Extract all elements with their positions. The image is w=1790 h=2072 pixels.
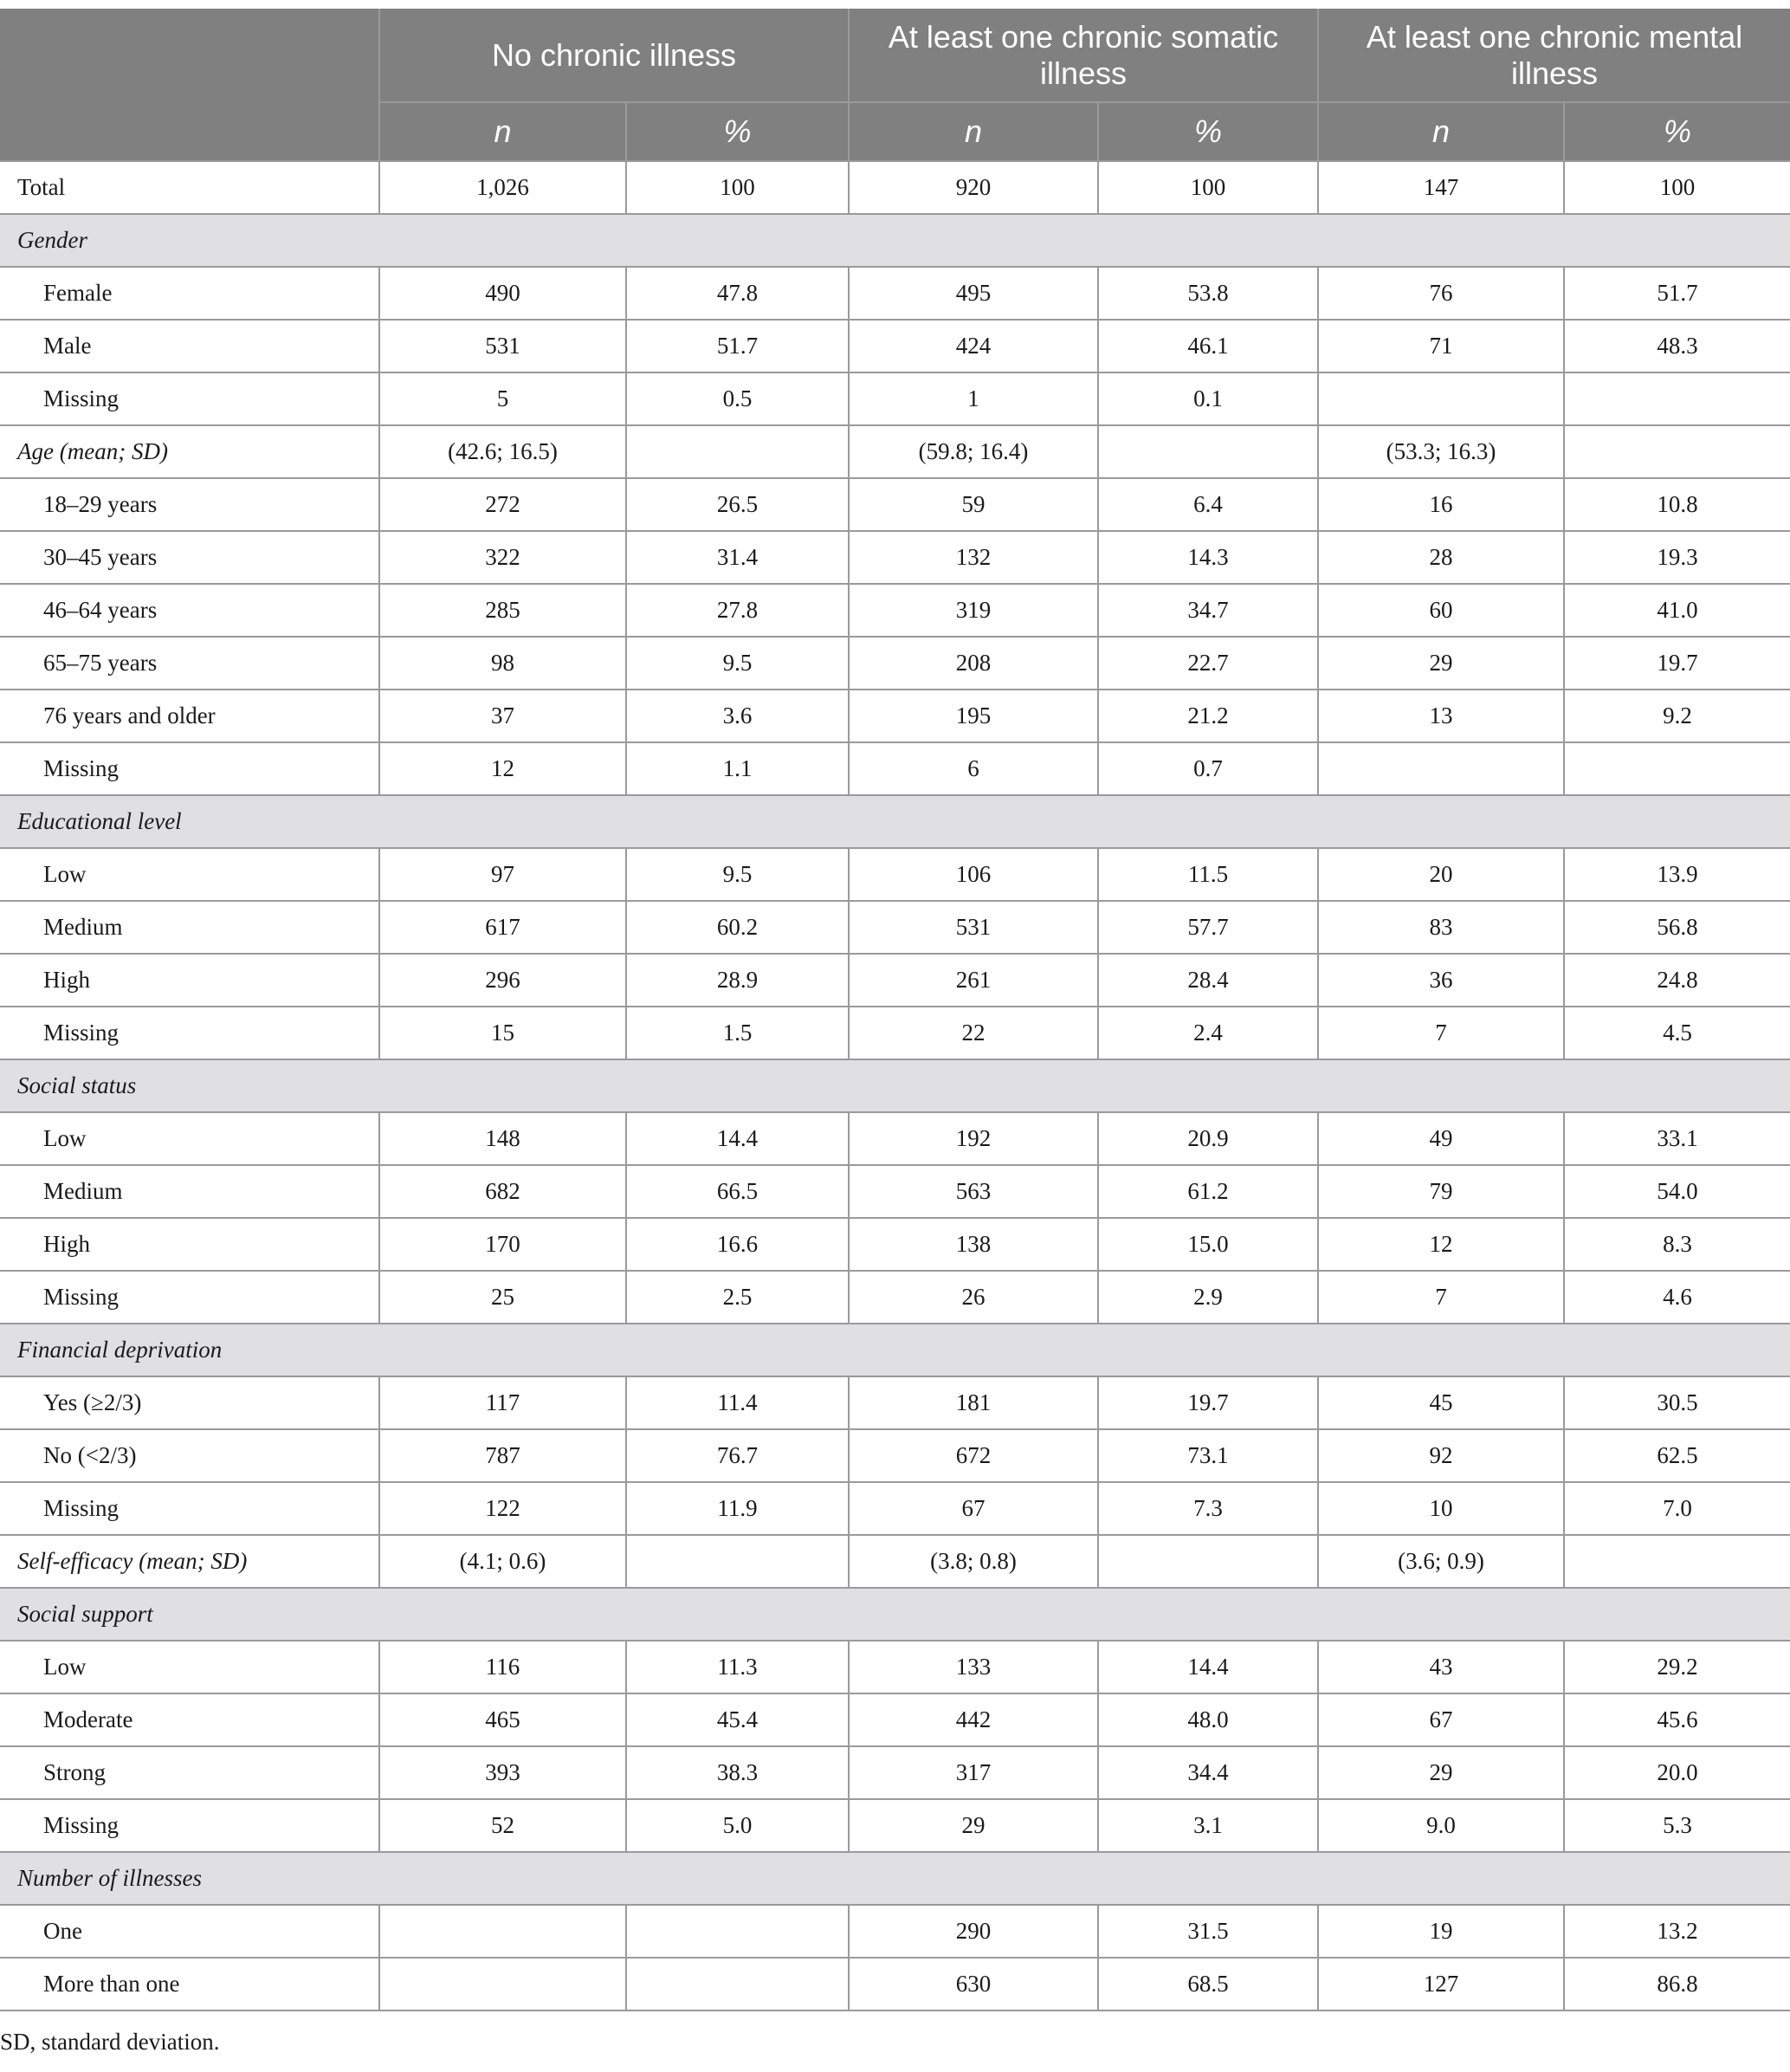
table-row	[0, 742, 1790, 795]
table-cell: 26.5	[626, 478, 849, 531]
table-cell: 116	[379, 1641, 626, 1693]
table-row	[0, 1112, 1790, 1165]
table-cell: 13	[1318, 690, 1564, 742]
table-cell: 0.7	[1098, 742, 1318, 795]
table-cell: 12	[1318, 1218, 1564, 1271]
table-cell: 0.1	[1098, 372, 1318, 425]
table-cell: 19	[1318, 1905, 1564, 1958]
table-cell: 76	[1318, 267, 1564, 320]
table-row	[0, 1958, 1790, 2010]
row-label: High	[0, 954, 379, 1007]
row-label: Low	[0, 848, 379, 901]
row-label: Medium	[0, 901, 379, 954]
table-cell	[379, 1905, 626, 1958]
table-cell: 3.6	[626, 690, 849, 742]
table-row	[0, 372, 1790, 425]
table-cell: 11.3	[626, 1641, 849, 1693]
table-cell: 20.0	[1564, 1746, 1790, 1799]
table-footnote: SD, standard deviation.	[0, 2029, 220, 2055]
table-cell: 4.5	[1564, 1007, 1790, 1059]
table-cell: 9.2	[1564, 690, 1790, 742]
table-cell: 51.7	[1564, 267, 1790, 320]
table-row	[0, 267, 1790, 320]
sub-header-percent: %	[1564, 102, 1790, 161]
row-label: Total	[0, 161, 379, 214]
table-cell: (42.6; 16.5)	[379, 425, 626, 478]
table-cell: 11.9	[626, 1482, 849, 1535]
demographics-table	[0, 9, 1790, 2011]
table-cell: 442	[849, 1693, 1098, 1746]
table-cell	[1564, 1535, 1790, 1588]
table-cell: 31.4	[626, 531, 849, 584]
row-label: Low	[0, 1112, 379, 1165]
table-cell: 45.6	[1564, 1693, 1790, 1746]
table-cell: 27.8	[626, 584, 849, 637]
table-row	[0, 478, 1790, 531]
table-cell: 10.8	[1564, 478, 1790, 531]
table-cell	[1564, 742, 1790, 795]
table-cell: 49	[1318, 1112, 1564, 1165]
table-cell: 319	[849, 584, 1098, 637]
table-row	[0, 1218, 1790, 1271]
table-cell: 46.1	[1098, 320, 1318, 372]
table-cell: 195	[849, 690, 1098, 742]
table-cell: 106	[849, 848, 1098, 901]
table-cell: 9.5	[626, 848, 849, 901]
table-cell: 24.8	[1564, 954, 1790, 1007]
table-row	[0, 901, 1790, 954]
table-cell: (4.1; 0.6)	[379, 1535, 626, 1588]
table-cell: 20.9	[1098, 1112, 1318, 1165]
table-cell: 672	[849, 1429, 1098, 1482]
row-label: Medium	[0, 1165, 379, 1218]
table-row	[0, 584, 1790, 637]
table-cell: 1,026	[379, 161, 626, 214]
table-cell: 45	[1318, 1376, 1564, 1429]
sub-header-n: n	[379, 102, 626, 161]
table-cell: 22.7	[1098, 637, 1318, 690]
table-cell	[626, 1958, 849, 2010]
table-cell: 7.3	[1098, 1482, 1318, 1535]
table-cell: 4.6	[1564, 1271, 1790, 1324]
sub-header-n: n	[1318, 102, 1564, 161]
header-corner-cell	[0, 9, 379, 161]
table-cell: 100	[1564, 161, 1790, 214]
table-cell: 6.4	[1098, 478, 1318, 531]
table-cell: 25	[379, 1271, 626, 1324]
table-cell: 19.7	[1098, 1376, 1318, 1429]
table-cell: 285	[379, 584, 626, 637]
table-cell: 1.5	[626, 1007, 849, 1059]
table-cell: 14.3	[1098, 531, 1318, 584]
table-row	[0, 690, 1790, 742]
table-cell	[626, 1905, 849, 1958]
table-cell: 192	[849, 1112, 1098, 1165]
table-cell: 31.5	[1098, 1905, 1318, 1958]
table-cell: 148	[379, 1112, 626, 1165]
section-label: Gender	[0, 214, 1790, 267]
table-cell: 465	[379, 1693, 626, 1746]
table-cell: 52	[379, 1799, 626, 1852]
row-label: Age (mean; SD)	[0, 425, 379, 478]
group-header-chronic-somatic-illness: At least one chronic somatic illness	[849, 9, 1318, 102]
table-cell: 132	[849, 531, 1098, 584]
row-label: Moderate	[0, 1693, 379, 1746]
section-label: Educational level	[0, 795, 1790, 848]
table-cell: 51.7	[626, 320, 849, 372]
table-cell: 170	[379, 1218, 626, 1271]
table-row	[0, 425, 1790, 478]
table-cell: 495	[849, 267, 1098, 320]
table-cell: 5.0	[626, 1799, 849, 1852]
table-cell: 59	[849, 478, 1098, 531]
table-cell: 7.0	[1564, 1482, 1790, 1535]
row-label: 65–75 years	[0, 637, 379, 690]
table-body	[0, 161, 1790, 2010]
table-cell: 1.1	[626, 742, 849, 795]
table-cell: 67	[849, 1482, 1098, 1535]
section-header-row	[0, 1852, 1790, 1905]
row-label: Missing	[0, 1007, 379, 1059]
table-cell: 20	[1318, 848, 1564, 901]
section-header-row	[0, 1059, 1790, 1112]
table-cell: 127	[1318, 1958, 1564, 2010]
table-cell: (3.6; 0.9)	[1318, 1535, 1564, 1588]
table-cell: 317	[849, 1746, 1098, 1799]
table-cell: (59.8; 16.4)	[849, 425, 1098, 478]
table-cell: 62.5	[1564, 1429, 1790, 1482]
table-cell: 21.2	[1098, 690, 1318, 742]
table-cell: 147	[1318, 161, 1564, 214]
table-cell: 6	[849, 742, 1098, 795]
sub-header-percent: %	[1098, 102, 1318, 161]
table-row	[0, 1007, 1790, 1059]
table-container	[0, 9, 1790, 2011]
table-cell: 14.4	[1098, 1641, 1318, 1693]
table-cell: 617	[379, 901, 626, 954]
table-cell: 48.0	[1098, 1693, 1318, 1746]
table-row	[0, 1905, 1790, 1958]
table-cell	[1098, 1535, 1318, 1588]
sub-header-percent: %	[626, 102, 849, 161]
table-cell: 28	[1318, 531, 1564, 584]
table-cell: 97	[379, 848, 626, 901]
table-cell: 92	[1318, 1429, 1564, 1482]
row-label: Yes (≥2/3)	[0, 1376, 379, 1429]
row-label: Missing	[0, 372, 379, 425]
table-row	[0, 161, 1790, 214]
table-cell: (53.3; 16.3)	[1318, 425, 1564, 478]
table-cell: 630	[849, 1958, 1098, 2010]
row-label: More than one	[0, 1958, 379, 2010]
table-cell: 3.1	[1098, 1799, 1318, 1852]
table-row	[0, 1799, 1790, 1852]
table-cell: 33.1	[1564, 1112, 1790, 1165]
table-cell: 787	[379, 1429, 626, 1482]
table-cell: 0.5	[626, 372, 849, 425]
table-row	[0, 1693, 1790, 1746]
table-cell: 34.7	[1098, 584, 1318, 637]
table-cell: 122	[379, 1482, 626, 1535]
table-cell: 181	[849, 1376, 1098, 1429]
table-cell: 2.9	[1098, 1271, 1318, 1324]
table-cell: 57.7	[1098, 901, 1318, 954]
table-cell: 10	[1318, 1482, 1564, 1535]
table-cell	[1098, 425, 1318, 478]
table-cell: 12	[379, 742, 626, 795]
table-cell: 28.9	[626, 954, 849, 1007]
group-header-no-chronic-illness: No chronic illness	[379, 9, 849, 102]
table-cell: 208	[849, 637, 1098, 690]
row-label: 46–64 years	[0, 584, 379, 637]
table-cell: 16	[1318, 478, 1564, 531]
table-cell	[379, 1958, 626, 2010]
table-cell: 100	[1098, 161, 1318, 214]
row-label: Female	[0, 267, 379, 320]
section-header-row	[0, 795, 1790, 848]
table-cell: 79	[1318, 1165, 1564, 1218]
table-cell: 11.4	[626, 1376, 849, 1429]
row-label: Missing	[0, 1799, 379, 1852]
table-cell: 34.4	[1098, 1746, 1318, 1799]
table-cell: 13.9	[1564, 848, 1790, 901]
row-label: One	[0, 1905, 379, 1958]
table-cell: 37	[379, 690, 626, 742]
table-cell: 7	[1318, 1271, 1564, 1324]
table-cell: 61.2	[1098, 1165, 1318, 1218]
table-cell: 48.3	[1564, 320, 1790, 372]
table-cell: 272	[379, 478, 626, 531]
table-row	[0, 1165, 1790, 1218]
table-cell: 117	[379, 1376, 626, 1429]
table-cell: 261	[849, 954, 1098, 1007]
table-cell: 16.6	[626, 1218, 849, 1271]
table-cell	[626, 425, 849, 478]
table-cell	[1318, 372, 1564, 425]
table-cell: 5.3	[1564, 1799, 1790, 1852]
table-cell: 13.2	[1564, 1905, 1790, 1958]
row-label: Strong	[0, 1746, 379, 1799]
table-cell: 531	[849, 901, 1098, 954]
table-cell: 2.4	[1098, 1007, 1318, 1059]
table-cell: 19.3	[1564, 531, 1790, 584]
row-label: 18–29 years	[0, 478, 379, 531]
table-cell: 29	[1318, 1746, 1564, 1799]
table-cell	[1564, 425, 1790, 478]
table-cell: 138	[849, 1218, 1098, 1271]
table-cell: 9.5	[626, 637, 849, 690]
group-header-chronic-mental-illness: At least one chronic mental illness	[1318, 9, 1790, 102]
table-row	[0, 954, 1790, 1007]
table-cell	[1318, 742, 1564, 795]
row-label: No (<2/3)	[0, 1429, 379, 1482]
table-row	[0, 848, 1790, 901]
table-cell: 15.0	[1098, 1218, 1318, 1271]
table-cell: 490	[379, 267, 626, 320]
table-row	[0, 637, 1790, 690]
table-row	[0, 320, 1790, 372]
table-cell: 1	[849, 372, 1098, 425]
table-cell: 19.7	[1564, 637, 1790, 690]
table-cell: (3.8; 0.8)	[849, 1535, 1098, 1588]
table-cell: 29	[1318, 637, 1564, 690]
row-label: High	[0, 1218, 379, 1271]
table-cell: 2.5	[626, 1271, 849, 1324]
table-row	[0, 531, 1790, 584]
table-cell: 71	[1318, 320, 1564, 372]
section-label: Social support	[0, 1588, 1790, 1641]
table-cell: 7	[1318, 1007, 1564, 1059]
section-label: Financial deprivation	[0, 1324, 1790, 1376]
row-label: Missing	[0, 742, 379, 795]
table-cell: 43	[1318, 1641, 1564, 1693]
section-label: Number of illnesses	[0, 1852, 1790, 1905]
table-cell: 100	[626, 161, 849, 214]
table-cell: 30.5	[1564, 1376, 1790, 1429]
section-header-row	[0, 1324, 1790, 1376]
row-label: Missing	[0, 1271, 379, 1324]
row-label: 30–45 years	[0, 531, 379, 584]
section-label: Social status	[0, 1059, 1790, 1112]
table-cell: 296	[379, 954, 626, 1007]
table-cell: 73.1	[1098, 1429, 1318, 1482]
sub-header-n: n	[849, 102, 1098, 161]
table-cell: 26	[849, 1271, 1098, 1324]
table-cell: 15	[379, 1007, 626, 1059]
table-cell: 682	[379, 1165, 626, 1218]
row-label: Self-efficacy (mean; SD)	[0, 1535, 379, 1588]
table-cell: 60	[1318, 584, 1564, 637]
table-cell: 76.7	[626, 1429, 849, 1482]
table-cell: 133	[849, 1641, 1098, 1693]
table-cell: 53.8	[1098, 267, 1318, 320]
table-row	[0, 1641, 1790, 1693]
table-cell: 68.5	[1098, 1958, 1318, 2010]
table-row	[0, 1482, 1790, 1535]
table-cell: 22	[849, 1007, 1098, 1059]
table-row	[0, 1429, 1790, 1482]
table-cell: 322	[379, 531, 626, 584]
table-header	[0, 9, 1790, 161]
table-cell: 14.4	[626, 1112, 849, 1165]
table-cell: 47.8	[626, 267, 849, 320]
table-cell: 920	[849, 161, 1098, 214]
table-cell: 36	[1318, 954, 1564, 1007]
section-header-row	[0, 1588, 1790, 1641]
table-cell: 28.4	[1098, 954, 1318, 1007]
table-cell: 45.4	[626, 1693, 849, 1746]
table-cell: 29.2	[1564, 1641, 1790, 1693]
table-cell: 66.5	[626, 1165, 849, 1218]
table-cell: 424	[849, 320, 1098, 372]
table-cell: 41.0	[1564, 584, 1790, 637]
table-row	[0, 1376, 1790, 1429]
table-cell	[1564, 372, 1790, 425]
table-row	[0, 1271, 1790, 1324]
table-cell: 38.3	[626, 1746, 849, 1799]
section-header-row	[0, 214, 1790, 267]
row-label: 76 years and older	[0, 690, 379, 742]
table-cell: 86.8	[1564, 1958, 1790, 2010]
table-cell: 393	[379, 1746, 626, 1799]
table-cell: 563	[849, 1165, 1098, 1218]
table-cell: 29	[849, 1799, 1098, 1852]
table-cell: 5	[379, 372, 626, 425]
table-cell: 83	[1318, 901, 1564, 954]
table-cell: 9.0	[1318, 1799, 1564, 1852]
table-cell: 290	[849, 1905, 1098, 1958]
table-cell: 54.0	[1564, 1165, 1790, 1218]
table-row	[0, 1746, 1790, 1799]
table-cell: 531	[379, 320, 626, 372]
table-cell	[626, 1535, 849, 1588]
row-label: Missing	[0, 1482, 379, 1535]
table-cell: 8.3	[1564, 1218, 1790, 1271]
table-cell: 56.8	[1564, 901, 1790, 954]
table-cell: 98	[379, 637, 626, 690]
row-label: Low	[0, 1641, 379, 1693]
table-row	[0, 1535, 1790, 1588]
table-cell: 67	[1318, 1693, 1564, 1746]
row-label: Male	[0, 320, 379, 372]
table-cell: 11.5	[1098, 848, 1318, 901]
table-cell: 60.2	[626, 901, 849, 954]
